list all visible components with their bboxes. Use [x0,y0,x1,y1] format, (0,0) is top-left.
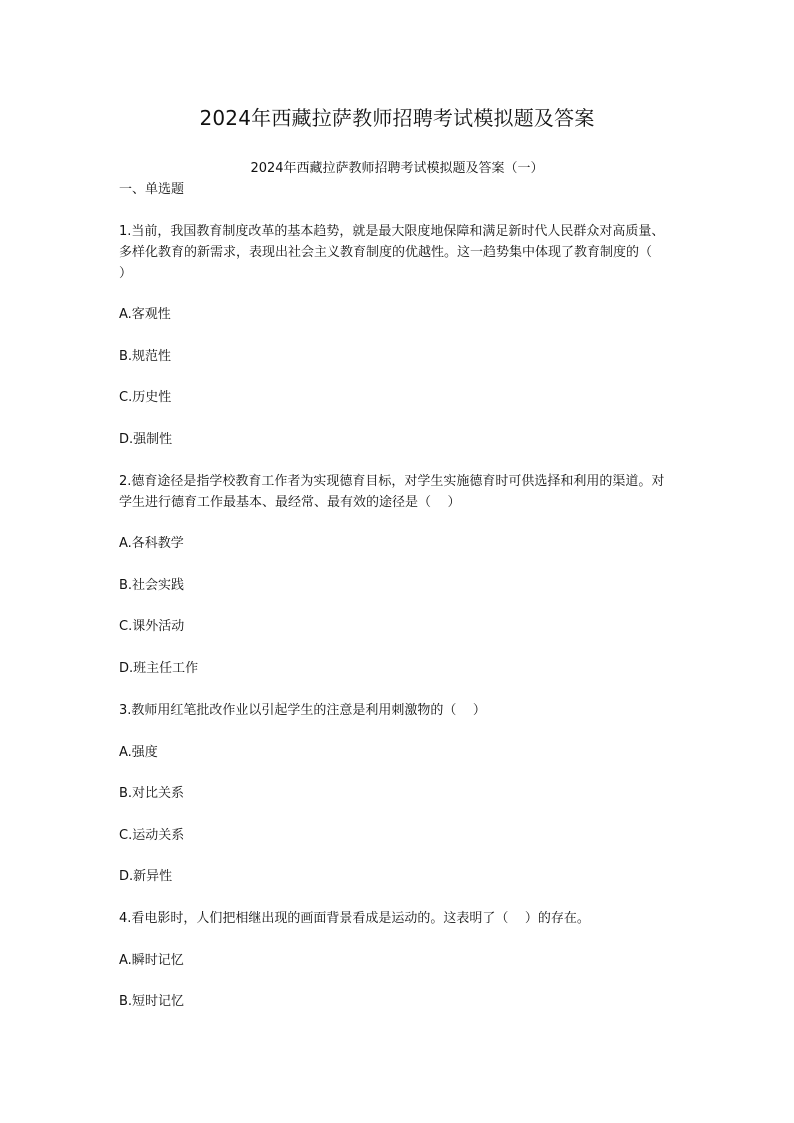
question-1-option-d: D.强制性 [119,432,173,447]
question-3-option-d: D.新异性 [119,869,173,884]
question-3-option-a: A.强度 [119,745,158,760]
question-2-option-c: C.课外活动 [119,619,185,634]
question-3-option-c: C.运动关系 [119,828,185,843]
question-4-option-b: B.短时记忆 [119,994,185,1009]
question-4-option-a: A.瞬时记忆 [119,953,184,968]
question-1: 1.当前，我国教育制度改革的基本趋势，就是最大限度地保障和满足新时代人民群众对高质量、多样化教育的新需求，表现出社会主义教育制度的优越性。这一趋势集中体现了教育制度的（ ） [119,224,669,281]
document-subtitle: 2024年西藏拉萨教师招聘考试模拟题及答案（一） [250,161,544,176]
question-1-option-b: B.规范性 [119,349,172,364]
question-2-option-b: B.社会实践 [119,578,185,593]
question-2-option-a: A.各科教学 [119,536,184,551]
question-2: 2.德育途径是指学校教育工作者为实现德育目标，对学生实施德育时可供选择和利用的渠道。对学生进行德育工作最基本、最经常、最有效的途径是（ ） [119,474,665,510]
question-4: 4.看电影时，人们把相继出现的画面背景看成是运动的。这表明了（ ）的存在。 [119,911,590,926]
question-2-option-d: D.班主任工作 [119,661,199,676]
question-1-option-a: A.客观性 [119,307,171,322]
question-1-option-c: C.历史性 [119,390,172,405]
question-3: 3.教师用红笔批改作业以引起学生的注意是利用刺激物的（ ） [119,703,486,718]
document-title: 2024年西藏拉萨教师招聘考试模拟题及答案 [199,106,595,130]
question-3-option-b: B.对比关系 [119,786,185,801]
section-heading: 一、单选题 [119,182,185,197]
